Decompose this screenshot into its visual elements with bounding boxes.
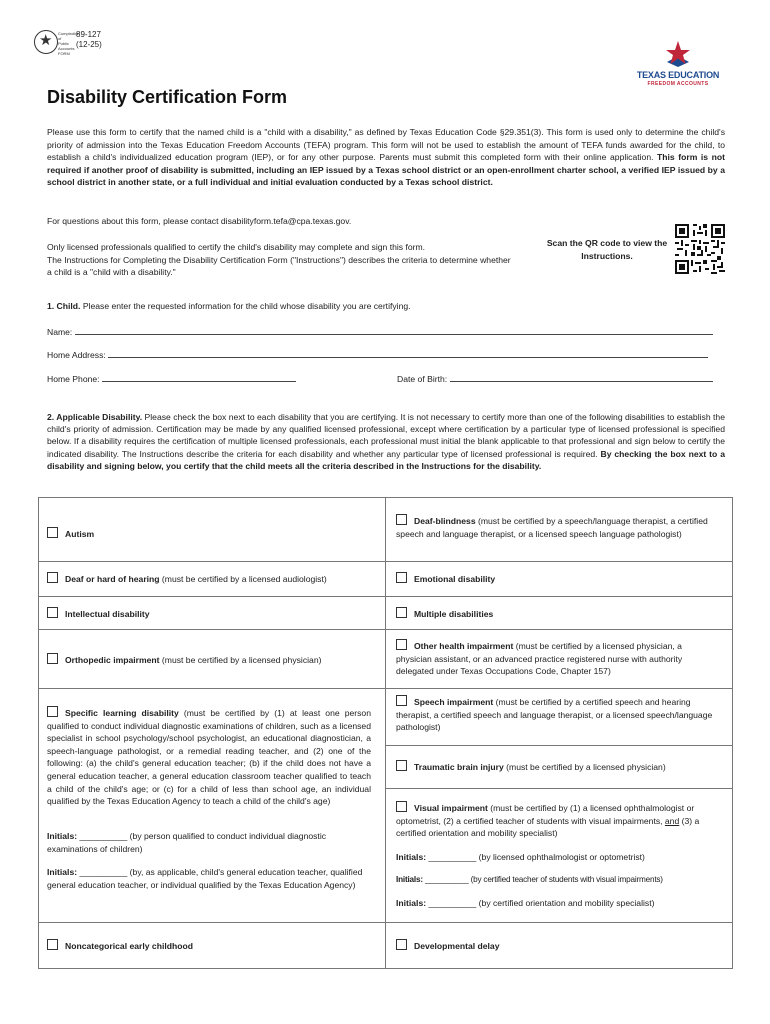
visual-initials-3 xyxy=(396,897,718,910)
row-divider xyxy=(39,629,732,630)
developmental-cell xyxy=(396,939,718,953)
speech-label: Speech impairment xyxy=(414,697,494,707)
initials-label: Initials: xyxy=(396,898,427,908)
deaf-blindness-note: (must be certified by a speech/language therapist, a certified speech and language therapist, or a licensed speech language pathologist) xyxy=(396,516,708,539)
page-title: Disability Certification Form xyxy=(47,87,288,107)
qr-code-icon[interactable] xyxy=(675,224,725,274)
sld-cell xyxy=(47,706,371,808)
tbi-label: Traumatic brain injury xyxy=(414,762,504,772)
licensed-paragraph xyxy=(47,241,517,279)
initials-label: Initials: xyxy=(396,852,427,862)
contact-text: For questions about this form, please contact disabilityform.tefa@cpa.texas.gov. xyxy=(47,216,352,226)
section-1-title: 1. Child. xyxy=(47,301,81,311)
deaf-cell xyxy=(47,572,377,586)
row-divider xyxy=(385,745,732,746)
speech-note: (must be certified by a certified speech and hearing therapist, a certified speech and language therapist, or a licensed speech/language pathologist) xyxy=(396,697,713,733)
sld-note: (must be certified by (1) at least one person qualified to conduct individual diagnostic examinations of children, such as a licensed specialist in school psychology/school psychologist, an educational diagnostician, a speech-language pathologist, or a remedial reading teacher, and (2) one of the following: (a) the child's general education teacher; (b) if the child does not have a general education teacher, a general education classroom teacher qualified to teach a child of the child's age; or (c) for a child of less than school age, an individual qualified by the Texas Education Agency to teach a child of the child's age) xyxy=(47,708,371,807)
initials-note: (by, as applicable, child's general education teacher, qualified general education teacher, or individual qualified by the Texas Education Agency) xyxy=(47,867,363,890)
address-row xyxy=(47,348,708,360)
row-divider xyxy=(39,922,732,923)
initials-note: (by person qualified to conduct individual diagnostic examinations of children) xyxy=(47,831,327,854)
orthopedic-cell xyxy=(47,653,377,667)
other-health-checkbox[interactable] xyxy=(396,639,407,650)
comptroller-seal-icon: ★ xyxy=(34,30,58,54)
multiple-checkbox[interactable] xyxy=(396,607,407,618)
sld-label: Specific learning disability xyxy=(65,708,179,718)
section-2-paragraph xyxy=(47,411,725,472)
autism-cell xyxy=(47,527,377,541)
licensed-text-2: The Instructions for Completing the Disability Certification Form ("Instructions") describes the criteria to determine whether a child is a "child with a disability." xyxy=(47,254,511,278)
other-health-cell xyxy=(396,639,718,678)
intellectual-label: Intellectual disability xyxy=(65,609,150,619)
logo-main-text: TEXAS EDUCATION xyxy=(636,70,720,80)
licensed-text-1: Only licensed professionals qualified to certify the child's disability may complete and sign this form. xyxy=(47,242,426,252)
initials-note: (by licensed ophthalmologist or optometrist) xyxy=(478,852,645,862)
developmental-label: Developmental delay xyxy=(414,941,500,951)
deaf-note: (must be certified by a licensed audiologist) xyxy=(159,574,327,584)
visual-initials-2 xyxy=(396,874,718,887)
developmental-checkbox[interactable] xyxy=(396,939,407,950)
intro-paragraph xyxy=(47,126,725,189)
form-number xyxy=(76,30,102,50)
noncategorical-checkbox[interactable] xyxy=(47,939,58,950)
disability-table xyxy=(38,497,733,969)
visual-checkbox[interactable] xyxy=(396,801,407,812)
initials-field[interactable]: __________ xyxy=(79,831,128,841)
initials-field[interactable]: __________ xyxy=(428,898,477,908)
form-number-value: 89-127 xyxy=(76,30,101,39)
section-2-text: Please check the box next to each disability that you are certifying. It is not necessary to certify more than one of the following disabilities to establish the child's priority of admission. Certification may be made by any qualified licensed professional, except where certification by a particular type of licensed professional is specified below. If a disability requires the certification of multiple licensed professionals, each professional must initial the blank applicable to that professional and sign below to certify the indicated disability. The Instructions describe the criteria for each disability and whether any particular type of licensed professional is required. xyxy=(47,412,725,459)
initials-note: (by certified orientation and mobility specialist) xyxy=(478,898,655,908)
visual-note: (must be certified by (1) a licensed ophthalmologist or optometrist, (2) a certified teacher of students with visual impairments, xyxy=(396,803,695,826)
sld-checkbox[interactable] xyxy=(47,706,58,717)
row-divider xyxy=(39,596,732,597)
section-2-title: 2. Applicable Disability. xyxy=(47,412,143,422)
dob-label: Date of Birth: xyxy=(397,374,448,384)
row-divider xyxy=(385,788,732,789)
star-icon xyxy=(664,40,692,68)
intellectual-cell xyxy=(47,607,377,621)
form-revision: (12-25) xyxy=(76,40,102,49)
speech-cell xyxy=(396,695,718,734)
emotional-label: Emotional disability xyxy=(414,574,496,584)
section-1-heading xyxy=(47,301,411,311)
section-2-bold-text: By checking the box next to a disability and signing below, you certify that the child meets all the criteria described in the Instructions for the disability. xyxy=(47,448,726,471)
initials-field[interactable]: __________ xyxy=(428,852,477,862)
orthopedic-note: (must be certified by a licensed physician) xyxy=(159,655,322,665)
emotional-cell xyxy=(396,572,718,586)
orthopedic-label: Orthopedic impairment xyxy=(65,655,160,665)
seal-text: Comptroller of Public Accounts FORM xyxy=(58,31,79,56)
tbi-cell xyxy=(396,760,718,774)
multiple-label: Multiple disabilities xyxy=(414,609,494,619)
initials-field[interactable]: __________ xyxy=(79,867,128,877)
deaf-checkbox[interactable] xyxy=(47,572,58,583)
section-1-text: Please enter the requested information for the child whose disability you are certifying. xyxy=(80,301,411,311)
row-divider xyxy=(39,561,732,562)
phone-field[interactable] xyxy=(102,372,296,382)
initials-label: Initials: xyxy=(396,875,423,884)
dob-row xyxy=(397,372,713,384)
deaf-blindness-label: Deaf-blindness xyxy=(414,516,476,526)
visual-note-and: and xyxy=(664,815,680,826)
name-label: Name: xyxy=(47,327,73,337)
qr-label: Scan the QR code to view the Instructions. xyxy=(546,238,668,261)
noncategorical-label: Noncategorical early childhood xyxy=(65,941,193,951)
initials-note: (by certified teacher of students with visual impairments) xyxy=(470,875,663,884)
multiple-cell xyxy=(396,607,718,621)
other-health-note: (must be certified by a licensed physician, a physician assistant, or an advanced practice registered nurse with authority delegated under Texas Occupations Code, Chapter 157) xyxy=(396,641,683,677)
tbi-note: (must be certified by a licensed physician) xyxy=(503,762,666,772)
other-health-label: Other health impairment xyxy=(414,641,514,651)
deaf-blindness-cell xyxy=(396,514,718,540)
dob-field[interactable] xyxy=(450,372,713,382)
sld-initials-1 xyxy=(47,830,371,855)
intellectual-checkbox[interactable] xyxy=(47,607,58,618)
speech-checkbox[interactable] xyxy=(396,695,407,706)
phone-label: Home Phone: xyxy=(47,374,100,384)
autism-label: Autism xyxy=(65,529,95,539)
logo-sub-text: FREEDOM ACCOUNTS xyxy=(647,81,709,87)
phone-row xyxy=(47,372,296,384)
visual-cell xyxy=(396,801,718,840)
address-field[interactable] xyxy=(108,348,708,358)
deaf-blindness-checkbox[interactable] xyxy=(396,514,407,525)
tbi-checkbox[interactable] xyxy=(396,760,407,771)
sld-initials-2 xyxy=(47,866,371,891)
initials-label: Initials: xyxy=(47,831,78,841)
initials-field[interactable]: __________ xyxy=(424,875,469,884)
intro-text: Please use this form to certify that the named child is a "child with a disability," as defined by Texas Education Code §29.351(3). This form is used only to determine the child's priority of admission into the Texas Education Freedom Accounts (TEFA) program. This form will not be used to establish the amount of TEFA funds awarded for the child, to establish a child's individualized education program (IEP), or for any other purpose. Parents must submit this completed form with their online application. xyxy=(47,127,725,163)
visual-initials-1 xyxy=(396,851,718,864)
visual-note-end: (3) a certified orientation and mobility specialist) xyxy=(396,815,700,839)
visual-label: Visual impairment xyxy=(414,803,488,813)
intro-bold-text: This form is not required if another proof of disability is submitted, including an IEP issued by a Texas school district or an open-enrollment charter school, a verified IEP issued by a school district in another state, or a full individual and initial evaluation conducted by a Texas school district. xyxy=(47,152,725,188)
column-divider xyxy=(385,498,386,968)
noncategorical-cell xyxy=(47,939,377,953)
name-field[interactable] xyxy=(75,325,713,335)
autism-checkbox[interactable] xyxy=(47,527,58,538)
emotional-checkbox[interactable] xyxy=(396,572,407,583)
initials-label: Initials: xyxy=(47,867,78,877)
orthopedic-checkbox[interactable] xyxy=(47,653,58,664)
tefa-logo xyxy=(628,40,728,90)
row-divider xyxy=(39,688,732,689)
name-row xyxy=(47,325,713,337)
address-label: Home Address: xyxy=(47,350,106,360)
deaf-label: Deaf or hard of hearing xyxy=(65,574,160,584)
